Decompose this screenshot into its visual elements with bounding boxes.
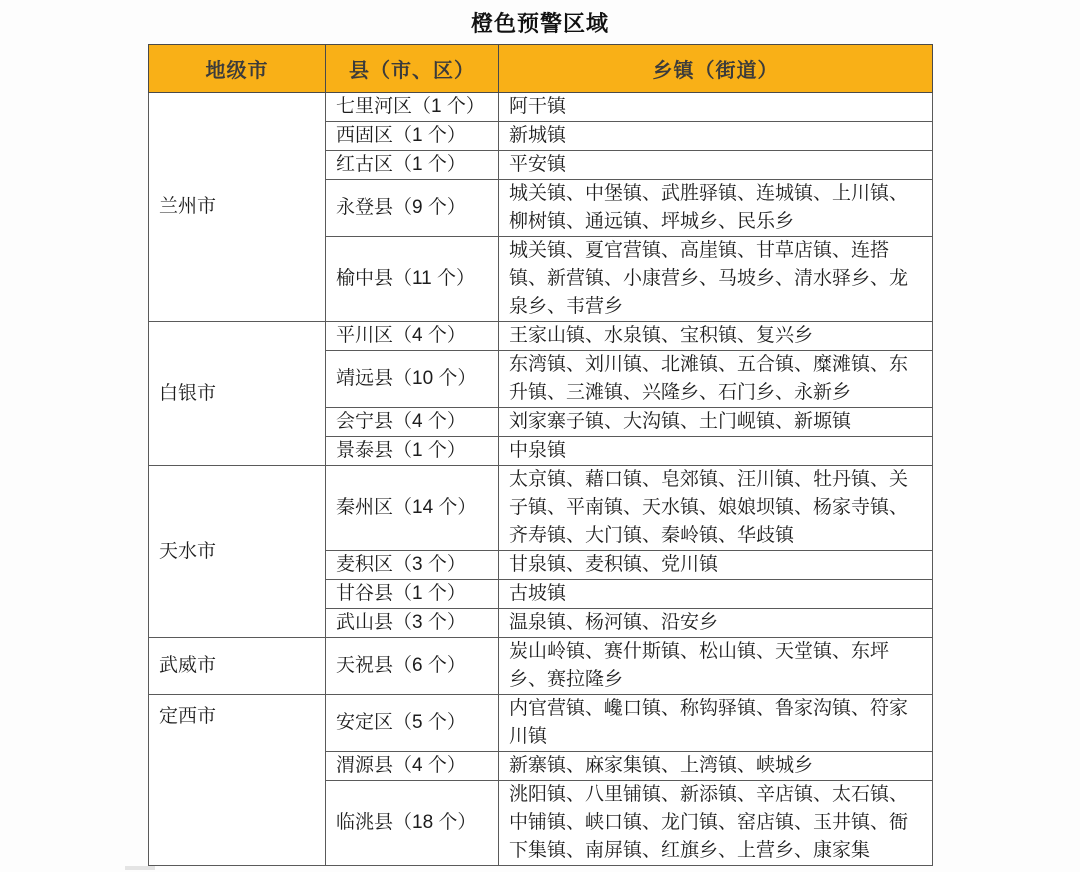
orange-warning-table <box>148 44 933 866</box>
towns-cell: 阿干镇 <box>499 93 933 122</box>
city-cell: 兰州市 <box>149 93 326 322</box>
county-cell: 秦州区（14 个） <box>326 466 499 551</box>
towns-cell: 城关镇、中堡镇、武胜驿镇、连城镇、上川镇、柳树镇、通远镇、坪城乡、民乐乡 <box>499 180 933 237</box>
page-edge-artifact <box>125 866 155 870</box>
table-row <box>149 638 933 695</box>
county-cell: 甘谷县（1 个） <box>326 580 499 609</box>
county-cell: 七里河区（1 个） <box>326 93 499 122</box>
county-cell: 靖远县（10 个） <box>326 351 499 408</box>
county-cell: 榆中县（11 个） <box>326 237 499 322</box>
table-row <box>149 93 933 122</box>
county-cell: 西固区（1 个） <box>326 122 499 151</box>
towns-cell: 太京镇、藉口镇、皂郊镇、汪川镇、牡丹镇、关子镇、平南镇、天水镇、娘娘坝镇、杨家寺镇、齐寿镇、大门镇、秦岭镇、华歧镇 <box>499 466 933 551</box>
county-cell: 平川区（4 个） <box>326 322 499 351</box>
column-header-county: 县（市、区） <box>326 45 499 93</box>
county-cell: 永登县（9 个） <box>326 180 499 237</box>
page-title: 橙色预警区域 <box>470 11 609 36</box>
towns-cell: 甘泉镇、麦积镇、党川镇 <box>499 551 933 580</box>
towns-cell: 炭山岭镇、赛什斯镇、松山镇、天堂镇、东坪乡、赛拉隆乡 <box>499 638 933 695</box>
city-cell: 武威市 <box>149 638 326 695</box>
county-cell: 安定区（5 个） <box>326 695 499 752</box>
towns-cell: 中泉镇 <box>499 437 933 466</box>
towns-cell: 东湾镇、刘川镇、北滩镇、五合镇、糜滩镇、东升镇、三滩镇、兴隆乡、石门乡、永新乡 <box>499 351 933 408</box>
warning-table-section <box>148 0 932 866</box>
city-cell: 定西市 <box>149 695 326 866</box>
towns-cell: 平安镇 <box>499 151 933 180</box>
county-cell: 红古区（1 个） <box>326 151 499 180</box>
county-cell: 渭源县（4 个） <box>326 752 499 781</box>
county-cell: 麦积区（3 个） <box>326 551 499 580</box>
city-cell: 天水市 <box>149 466 326 638</box>
county-cell: 临洮县（18 个） <box>326 781 499 866</box>
county-cell: 武山县（3 个） <box>326 609 499 638</box>
towns-cell: 刘家寨子镇、大沟镇、土门岘镇、新塬镇 <box>499 408 933 437</box>
city-cell: 白银市 <box>149 322 326 466</box>
table-row <box>149 322 933 351</box>
table-row <box>149 695 933 752</box>
towns-cell: 城关镇、夏官营镇、高崖镇、甘草店镇、连搭镇、新营镇、小康营乡、马坡乡、清水驿乡、龙泉乡、韦营乡 <box>499 237 933 322</box>
towns-cell: 内官营镇、巉口镇、称钩驿镇、鲁家沟镇、符家川镇 <box>499 695 933 752</box>
column-header-city: 地级市 <box>149 45 326 93</box>
towns-cell: 温泉镇、杨河镇、沿安乡 <box>499 609 933 638</box>
county-cell: 天祝县（6 个） <box>326 638 499 695</box>
towns-cell: 新寨镇、麻家集镇、上湾镇、峡城乡 <box>499 752 933 781</box>
header-row <box>149 45 933 93</box>
towns-cell: 古坡镇 <box>499 580 933 609</box>
column-header-towns: 乡镇（街道） <box>499 45 933 93</box>
county-cell: 景泰县（1 个） <box>326 437 499 466</box>
towns-cell: 新城镇 <box>499 122 933 151</box>
table-row <box>149 466 933 551</box>
towns-cell: 王家山镇、水泉镇、宝积镇、复兴乡 <box>499 322 933 351</box>
towns-cell: 洮阳镇、八里铺镇、新添镇、辛店镇、太石镇、中铺镇、峡口镇、龙门镇、窑店镇、玉井镇、衙下集镇、南屏镇、红旗乡、上营乡、康家集 <box>499 781 933 866</box>
county-cell: 会宁县（4 个） <box>326 408 499 437</box>
